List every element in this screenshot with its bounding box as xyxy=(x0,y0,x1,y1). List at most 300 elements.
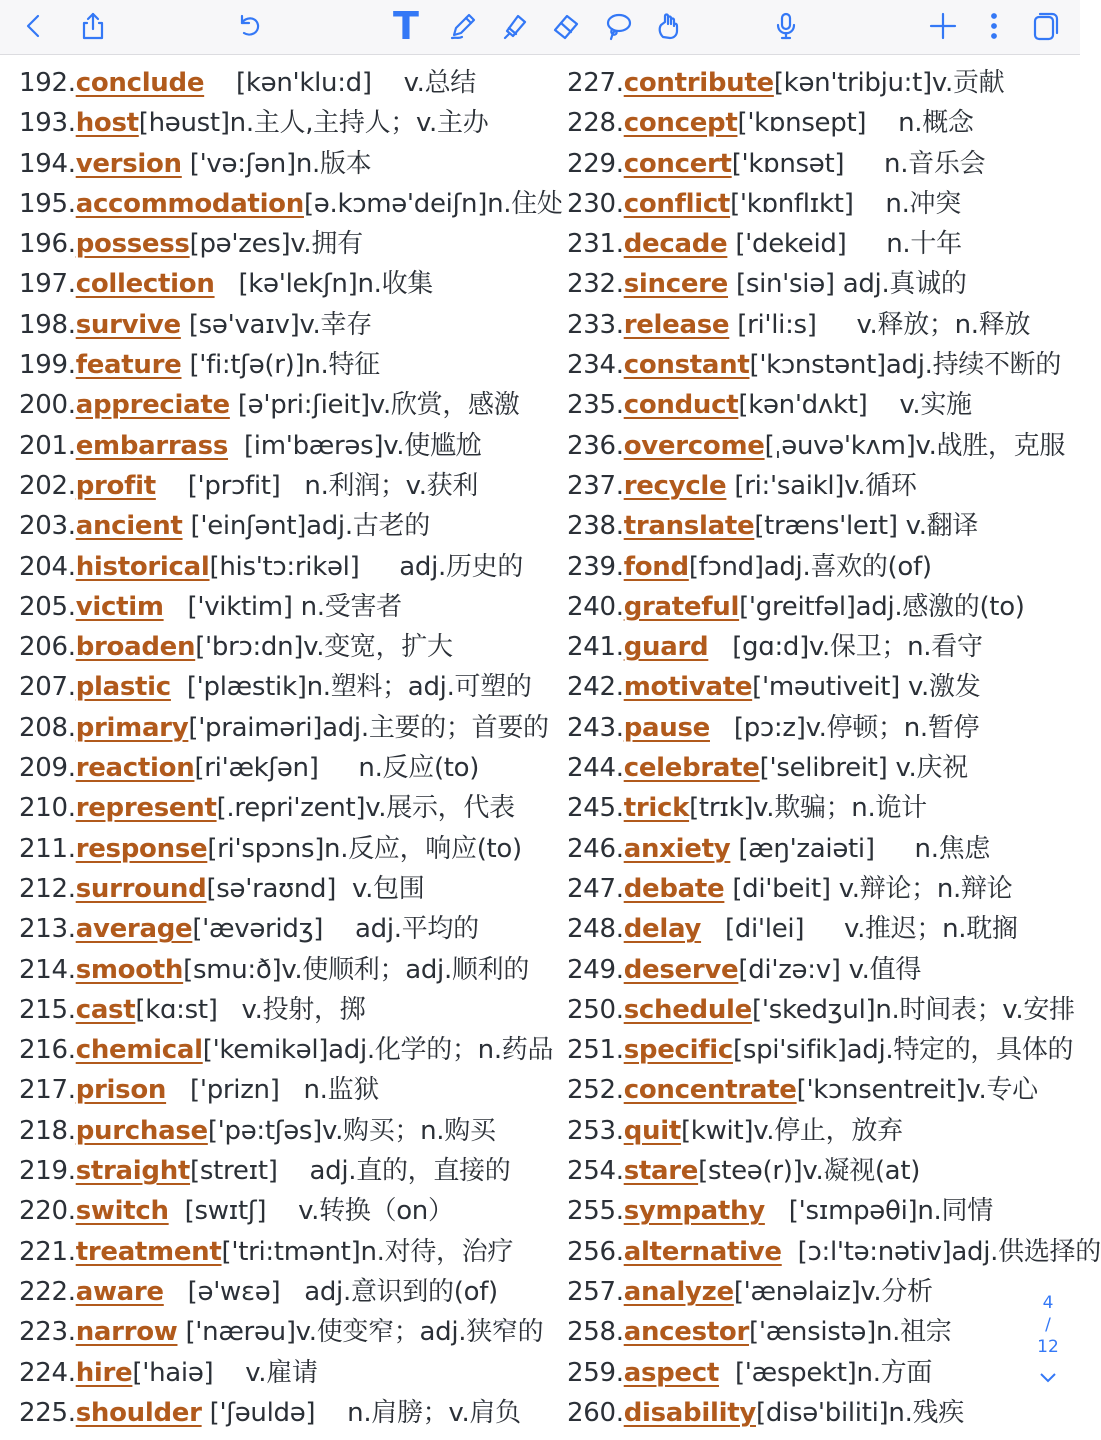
entry-number: 201. xyxy=(19,430,76,461)
vocab-word[interactable]: version xyxy=(75,148,182,179)
entry-number: 213. xyxy=(19,914,76,945)
vocab-entry xyxy=(19,1232,559,1272)
text-tool-icon[interactable]: T xyxy=(393,4,419,48)
vocab-entry xyxy=(567,1272,1080,1312)
vocab-entry xyxy=(567,385,1080,425)
definition: v.停止，放弃 xyxy=(753,1115,903,1146)
definition: n.冲突 xyxy=(885,188,961,219)
entry-number: 228. xyxy=(567,108,624,139)
entry-number: 204. xyxy=(19,551,76,582)
vocab-entry xyxy=(19,506,559,546)
vocab-word[interactable]: trick xyxy=(623,793,690,824)
vocab-entry xyxy=(19,708,559,748)
add-icon[interactable] xyxy=(923,6,963,46)
vocab-word[interactable]: smooth xyxy=(75,954,184,985)
vocab-word[interactable]: treatment xyxy=(75,1236,222,1267)
total-page-count: 12 xyxy=(1037,1337,1059,1357)
pen-icon[interactable] xyxy=(443,6,483,46)
vocab-entry xyxy=(567,1070,1080,1110)
entry-number: 239. xyxy=(567,551,624,582)
entry-number: 230. xyxy=(567,188,624,219)
vocab-word[interactable]: analyze xyxy=(623,1276,734,1307)
vocab-word[interactable]: profit xyxy=(75,470,156,501)
vocab-word[interactable]: grateful xyxy=(623,591,740,622)
entry-number: 194. xyxy=(19,148,76,179)
vocab-word[interactable]: guard xyxy=(623,632,709,663)
definition: adj.历史的 xyxy=(399,551,524,582)
vocab-word[interactable]: host xyxy=(75,108,139,139)
vocab-word[interactable]: represent xyxy=(75,793,217,824)
definition: n.收集 xyxy=(357,269,433,300)
vocab-word[interactable]: motivate xyxy=(623,672,753,703)
vocab-word[interactable]: chemical xyxy=(75,1035,203,1066)
phonetic-transcription: [kən'klu:d] xyxy=(204,68,404,98)
definition: v.翻译 xyxy=(905,511,979,542)
definition: n.时间表；v.安排 xyxy=(875,994,1075,1025)
vocab-word[interactable]: ancestor xyxy=(623,1317,749,1348)
undo-icon[interactable] xyxy=(229,6,269,46)
entry-number: 256. xyxy=(567,1236,624,1267)
vocab-entry xyxy=(567,1151,1080,1191)
vocab-entry xyxy=(19,1070,559,1110)
vocab-entry xyxy=(567,829,1080,869)
phonetic-transcription: ['məutiveit] xyxy=(752,672,908,703)
phonetic-transcription: [sə'vaɪv] xyxy=(180,309,300,340)
entry-number: 207. xyxy=(19,672,76,703)
entry-number: 223. xyxy=(19,1317,76,1348)
phonetic-transcription: [fɔnd] xyxy=(688,551,764,582)
highlighter-icon[interactable] xyxy=(495,6,535,46)
entry-number: 214. xyxy=(19,954,76,985)
definition: n.祖宗 xyxy=(875,1317,952,1348)
vocab-word[interactable]: aware xyxy=(75,1276,164,1307)
definition: v.释放；n.释放 xyxy=(856,309,1031,340)
definition: n.版本 xyxy=(295,148,372,179)
vocab-word[interactable]: aspect xyxy=(623,1357,720,1388)
vocab-entry xyxy=(567,144,1080,184)
phonetic-transcription: [his'tɔ:rikəl] xyxy=(209,551,400,582)
phonetic-transcription: [ə.kɔmə'deiʃn] xyxy=(303,188,488,219)
vocab-word[interactable]: pause xyxy=(623,712,710,743)
vocab-word[interactable]: purchase xyxy=(75,1115,208,1146)
vocab-word[interactable]: release xyxy=(623,309,730,340)
definition: v.推迟；n.耽搁 xyxy=(844,914,1018,945)
vocab-word[interactable]: collection xyxy=(75,269,215,300)
phonetic-transcription: [pə'zes] xyxy=(189,229,291,260)
definition: v.购买；n.购买 xyxy=(322,1115,496,1146)
definition: v.幸存 xyxy=(299,309,372,340)
vocab-word[interactable]: survive xyxy=(75,309,181,340)
phonetic-transcription: [æŋ'zaiəti] xyxy=(730,833,915,864)
definition: v.值得 xyxy=(848,954,922,985)
entry-number: 193. xyxy=(19,108,76,139)
vocab-word[interactable]: celebrate xyxy=(623,753,760,784)
entry-number: 232. xyxy=(567,269,624,300)
definition: v.包围 xyxy=(352,873,425,904)
vocab-entry xyxy=(19,1393,559,1433)
phonetic-transcription: [sin'siə] xyxy=(728,269,843,300)
chevron-down-icon[interactable] xyxy=(1037,1370,1059,1386)
vocab-entry xyxy=(19,829,559,869)
vocab-word[interactable]: sincere xyxy=(623,269,729,300)
definition: v.拥有 xyxy=(290,229,363,260)
vocab-word[interactable]: overcome xyxy=(623,430,765,461)
phonetic-transcription: [streɪt] xyxy=(190,1156,310,1187)
entry-number: 202. xyxy=(19,470,76,501)
entry-number: 252. xyxy=(567,1075,624,1106)
phonetic-transcription: [ə'wɛə] xyxy=(163,1276,305,1307)
phonetic-transcription: ['pə:tʃəs] xyxy=(207,1115,322,1146)
definition: n.主人,主持人；v.主办 xyxy=(229,108,489,139)
phonetic-transcription: [ri'spɔns] xyxy=(207,833,325,864)
phonetic-transcription: [sə'raʊnd] xyxy=(206,873,353,904)
definition: n.反应，响应(to) xyxy=(324,833,522,864)
vocab-entry xyxy=(567,1393,1080,1433)
definition: v.辩论；n.辩论 xyxy=(838,873,1013,904)
vocab-word[interactable]: average xyxy=(75,914,193,945)
phonetic-transcription: [ə'pri:ʃieit] xyxy=(229,390,370,421)
vocabulary-list-right xyxy=(567,63,1101,1433)
vocab-entry xyxy=(19,1151,559,1191)
entry-number: 260. xyxy=(567,1397,624,1428)
phonetic-transcription: ['einʃənt] xyxy=(182,511,307,542)
definition: n.受害者 xyxy=(300,591,402,622)
entry-number: 224. xyxy=(19,1357,76,1388)
vocab-word[interactable]: accommodation xyxy=(75,188,304,219)
phonetic-transcription: ['nærəu] xyxy=(177,1317,296,1348)
definition: n.概念 xyxy=(898,108,974,139)
definition: n.塑料；adj.可塑的 xyxy=(306,672,532,703)
vocab-entry xyxy=(19,547,559,587)
entry-number: 259. xyxy=(567,1357,624,1388)
phonetic-transcription: [di'zə:v] xyxy=(738,954,849,985)
vocab-entry xyxy=(19,1111,559,1151)
share-icon[interactable] xyxy=(73,6,113,46)
vocab-word[interactable]: contribute xyxy=(623,68,774,98)
phonetic-transcription: [swɪtʃ] xyxy=(168,1196,299,1227)
definition: v.战胜，克服 xyxy=(915,430,1066,461)
definition: n.方面 xyxy=(856,1357,933,1388)
definition: n.同情 xyxy=(917,1196,993,1227)
definition: v.分析 xyxy=(860,1276,933,1307)
phonetic-transcription: [træns'leɪt] xyxy=(754,511,906,542)
vocab-entry xyxy=(567,224,1080,264)
vocab-entry xyxy=(567,1353,1080,1393)
phonetic-transcription: ['kɒnflɪkt] xyxy=(730,188,886,219)
vocab-word[interactable]: recycle xyxy=(623,470,727,501)
vocab-entry xyxy=(19,224,559,264)
hand-pointer-icon[interactable] xyxy=(649,6,689,46)
phonetic-transcription: [kɑ:st] xyxy=(135,994,242,1025)
entry-number: 243. xyxy=(567,712,624,743)
phonetic-transcription: [ri'li:s] xyxy=(729,309,857,340)
vocab-word[interactable]: prison xyxy=(75,1075,167,1106)
vocab-word[interactable]: switch xyxy=(75,1196,169,1227)
vocab-entry xyxy=(19,1353,559,1393)
vocab-entry xyxy=(19,627,559,667)
phonetic-transcription: [di'lei] xyxy=(701,914,844,945)
entry-number: 246. xyxy=(567,833,624,864)
vocab-word[interactable]: translate xyxy=(623,511,755,542)
vocab-entry xyxy=(567,748,1080,788)
vocab-entry xyxy=(567,627,1080,667)
entry-number: 238. xyxy=(567,511,624,542)
vocab-entry xyxy=(567,103,1080,143)
definition: v.凝视(at) xyxy=(802,1156,921,1187)
entry-number: 199. xyxy=(19,350,76,381)
phonetic-transcription: [spi'sifik] xyxy=(732,1035,847,1066)
vocab-word[interactable]: quit xyxy=(623,1115,681,1146)
vocabulary-list-left xyxy=(19,63,563,1433)
entry-number: 229. xyxy=(567,148,624,179)
vocab-word[interactable]: conclude xyxy=(75,68,205,98)
vocab-entry xyxy=(19,869,559,909)
vocab-word[interactable]: narrow xyxy=(75,1317,178,1348)
phonetic-transcription: [həust] xyxy=(138,108,230,139)
entry-number: 216. xyxy=(19,1035,76,1066)
phonetic-transcription: ['sɪmpəθi] xyxy=(764,1196,918,1227)
phonetic-transcription: ['dekeid] xyxy=(727,229,887,260)
entry-number: 221. xyxy=(19,1236,76,1267)
vocab-entry xyxy=(19,466,559,506)
phonetic-transcription: ['kɔnsentreit] xyxy=(796,1075,966,1106)
phonetic-transcription: [gɑ:d] xyxy=(708,632,809,663)
entry-number: 258. xyxy=(567,1317,624,1348)
definition: n.特征 xyxy=(304,350,380,381)
definition: adj.主要的；首要的 xyxy=(322,712,549,743)
entry-number: 231. xyxy=(567,229,624,260)
vocab-word[interactable]: delay xyxy=(623,914,702,945)
phonetic-transcription: ['praiməri] xyxy=(188,712,323,743)
vocab-word[interactable]: specific xyxy=(623,1035,733,1066)
phonetic-transcription: ['kemikəl] xyxy=(202,1035,329,1066)
vocab-entry xyxy=(19,748,559,788)
vocab-word[interactable]: embarrass xyxy=(75,430,229,461)
phonetic-transcription: ['plæstik] xyxy=(170,672,307,703)
vocab-entry xyxy=(19,426,559,466)
vocab-word[interactable]: plastic xyxy=(75,672,171,703)
definition: adj.特定的，具体的 xyxy=(846,1035,1074,1066)
entry-number: 234. xyxy=(567,350,624,381)
entry-number: 200. xyxy=(19,390,76,421)
entry-number: 242. xyxy=(567,672,624,703)
entry-number: 196. xyxy=(19,229,76,260)
phonetic-transcription: [kwit] xyxy=(680,1115,754,1146)
phonetic-transcription: [.repri'zent] xyxy=(216,793,366,824)
page-view-icon[interactable] xyxy=(1025,6,1065,46)
page-indicator[interactable] xyxy=(1024,1292,1072,1386)
phonetic-transcription: ['skedʒul] xyxy=(752,994,876,1025)
definition: adj.真诚的 xyxy=(842,269,967,300)
vocab-entry xyxy=(567,345,1080,385)
phonetic-transcription: [ri'ækʃən] xyxy=(194,753,359,784)
phonetic-transcription: [disə'biliti] xyxy=(755,1397,889,1428)
vocab-word[interactable]: response xyxy=(75,833,208,864)
vocab-word[interactable]: cast xyxy=(75,994,136,1025)
phonetic-transcription: [trɪk] xyxy=(689,793,754,824)
entry-number: 212. xyxy=(19,873,76,904)
vocab-word[interactable]: decade xyxy=(623,229,728,260)
definition: v.总结 xyxy=(403,68,477,98)
definition: v.展示，代表 xyxy=(365,793,515,824)
entry-number: 250. xyxy=(567,994,624,1025)
vocab-word[interactable]: fond xyxy=(623,551,689,582)
vocab-word[interactable]: schedule xyxy=(623,994,753,1025)
vocab-word[interactable]: surround xyxy=(75,873,207,904)
vocab-word[interactable]: shoulder xyxy=(75,1397,202,1428)
vocab-word[interactable]: appreciate xyxy=(75,390,230,421)
phonetic-transcription: ['kɔnstənt] xyxy=(749,350,886,381)
vocab-entry xyxy=(19,950,559,990)
vocab-word[interactable]: anxiety xyxy=(623,833,731,864)
entry-number: 210. xyxy=(19,793,76,824)
vocab-word[interactable]: concept xyxy=(623,108,738,139)
vocab-entry xyxy=(567,1191,1080,1231)
phonetic-transcription: [kə'lekʃn] xyxy=(214,269,358,300)
vocab-word[interactable]: victim xyxy=(75,591,164,622)
entry-number: 218. xyxy=(19,1115,76,1146)
vocab-word[interactable]: concert xyxy=(623,148,732,179)
vocab-entry xyxy=(19,788,559,828)
definition: v.庆祝 xyxy=(895,753,968,784)
entry-number: 240. xyxy=(567,591,624,622)
phonetic-transcription: ['selibreit] xyxy=(759,753,896,784)
definition: v.专心 xyxy=(965,1075,1038,1106)
definition: n.肩膀；v.肩负 xyxy=(347,1397,521,1428)
definition: v.循环 xyxy=(844,470,917,501)
vocab-entry xyxy=(567,1232,1101,1272)
vocab-word[interactable]: possess xyxy=(75,229,190,260)
vocab-entry xyxy=(19,184,563,224)
vocab-word[interactable]: broaden xyxy=(75,632,196,663)
definition: v.保卫；n.看守 xyxy=(808,632,983,663)
toolbar xyxy=(0,0,1080,55)
eraser-icon[interactable] xyxy=(546,6,586,46)
definition: adj.直的，直接的 xyxy=(309,1156,511,1187)
definition: v.欣赏，感激 xyxy=(369,390,520,421)
vocab-entry xyxy=(567,466,1080,506)
definition: adj.平均的 xyxy=(355,914,479,945)
entry-number: 254. xyxy=(567,1156,624,1187)
phonetic-transcription: [kən'tribju:t] xyxy=(773,68,932,98)
vocab-entry xyxy=(567,305,1080,345)
more-options-icon[interactable] xyxy=(974,6,1014,46)
phonetic-transcription: ['æspekt] xyxy=(719,1357,857,1388)
vocab-entry xyxy=(19,1030,559,1070)
phonetic-transcription: ['prɔfit] xyxy=(155,470,305,501)
vocab-word[interactable]: disability xyxy=(623,1397,756,1428)
definition: v.使尴尬 xyxy=(383,430,482,461)
entry-number: 220. xyxy=(19,1196,76,1227)
vocab-entry xyxy=(567,547,1080,587)
vocab-word[interactable]: conduct xyxy=(623,390,739,421)
phonetic-transcription: ['viktim] xyxy=(163,591,301,622)
vocab-word[interactable]: conflict xyxy=(623,188,731,219)
entry-number: 245. xyxy=(567,793,624,824)
definition: v.激发 xyxy=(907,672,981,703)
vocab-entry xyxy=(567,708,1080,748)
phonetic-transcription: [pɔ:z] xyxy=(709,712,806,743)
definition: v.欺骗；n.诡计 xyxy=(753,793,927,824)
phonetic-transcription: [smu:ð] xyxy=(183,954,282,985)
phonetic-transcription: [di'beit] xyxy=(724,873,839,904)
vocab-word[interactable]: debate xyxy=(623,873,725,904)
vocab-word[interactable]: primary xyxy=(75,712,189,743)
vocab-entry xyxy=(567,184,1080,224)
vocab-word[interactable]: alternative xyxy=(623,1236,782,1267)
vocab-entry xyxy=(19,63,559,103)
page-separator: / xyxy=(1045,1315,1051,1335)
definition: v.投射，掷 xyxy=(241,994,366,1025)
vocab-word[interactable]: historical xyxy=(75,551,210,582)
entry-number: 215. xyxy=(19,994,76,1025)
definition: adj.喜欢的(of) xyxy=(763,551,932,582)
entry-number: 251. xyxy=(567,1035,624,1066)
definition: adj.感激的(to) xyxy=(855,591,1025,622)
vocab-entry xyxy=(19,144,559,184)
definition: v.贡献 xyxy=(931,68,1005,98)
vocab-word[interactable]: sympathy xyxy=(623,1196,765,1227)
vocab-entry xyxy=(19,345,559,385)
vocab-word[interactable]: stare xyxy=(623,1156,699,1187)
entry-number: 192. xyxy=(19,68,76,98)
entry-number: 257. xyxy=(567,1276,624,1307)
phonetic-transcription: ['fi:tʃə(r)] xyxy=(181,350,305,381)
definition: v.转换（on） xyxy=(298,1196,454,1227)
vocab-word[interactable]: ancient xyxy=(75,511,183,542)
lasso-icon[interactable] xyxy=(598,6,638,46)
definition: adj.持续不断的 xyxy=(885,350,1062,381)
vocab-word[interactable]: constant xyxy=(623,350,750,381)
vocab-entry xyxy=(567,909,1080,949)
phonetic-transcription: [im'bærəs] xyxy=(228,430,384,461)
phonetic-transcription: ['kɒnsət] xyxy=(731,148,885,179)
vocab-word[interactable]: hire xyxy=(75,1357,133,1388)
vocab-entry xyxy=(567,426,1080,466)
entry-number: 209. xyxy=(19,753,76,784)
entry-number: 203. xyxy=(19,511,76,542)
vocab-entry xyxy=(567,869,1080,909)
current-page-number: 4 xyxy=(1042,1293,1054,1313)
vocab-entry xyxy=(567,667,1080,707)
vocab-word[interactable]: deserve xyxy=(623,954,739,985)
vocab-word[interactable]: straight xyxy=(75,1156,191,1187)
definition: n.监狱 xyxy=(303,1075,380,1106)
phonetic-transcription: ['prizn] xyxy=(166,1075,304,1106)
vocab-entry xyxy=(567,264,1080,304)
phonetic-transcription: [ɔ:l'tə:nətiv] xyxy=(781,1236,952,1267)
vocab-word[interactable]: concentrate xyxy=(623,1075,797,1106)
definition: adj.古老的 xyxy=(306,511,430,542)
phonetic-transcription: [ri:'saikl] xyxy=(726,470,845,501)
phonetic-transcription: ['ævəridʒ] xyxy=(192,914,355,945)
vocab-entry xyxy=(19,667,559,707)
definition: n.住处 xyxy=(487,188,563,219)
definition: n.对待，治疗 xyxy=(360,1236,514,1267)
definition: n.残疾 xyxy=(888,1397,964,1428)
definition: v.实施 xyxy=(899,390,972,421)
microphone-icon[interactable] xyxy=(766,6,806,46)
phonetic-transcription: ['kɒnsept] xyxy=(737,108,899,139)
phonetic-transcription: [kən'dʌkt] xyxy=(738,390,900,421)
vocab-word[interactable]: reaction xyxy=(75,753,195,784)
entry-number: 249. xyxy=(567,954,624,985)
phonetic-transcription: ['haiə] xyxy=(132,1357,246,1388)
entry-number: 208. xyxy=(19,712,76,743)
back-chevron-icon[interactable] xyxy=(14,6,54,46)
definition: n.利润；v.获利 xyxy=(304,470,479,501)
vocab-word[interactable]: feature xyxy=(75,350,182,381)
